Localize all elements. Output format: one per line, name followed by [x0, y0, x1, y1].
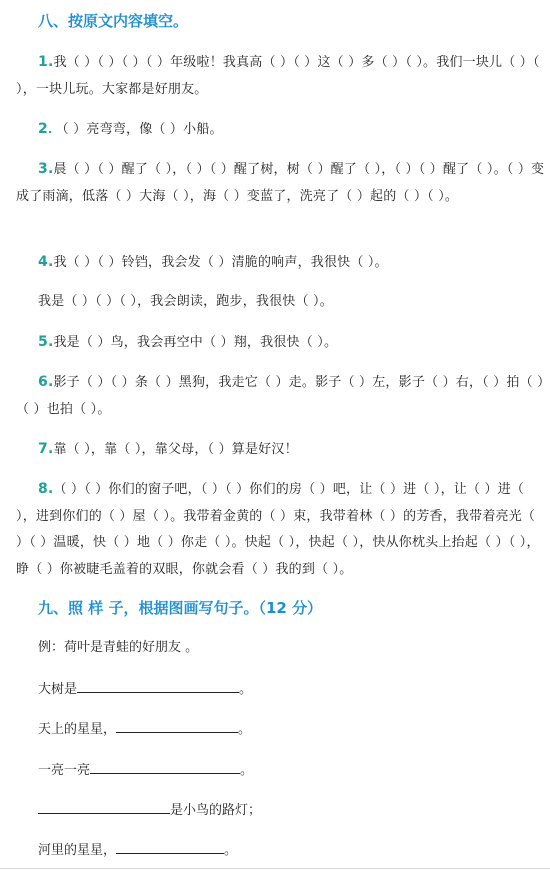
- item-number: 6.: [38, 374, 54, 390]
- sentence-suffix: 。: [238, 722, 252, 737]
- item-number: 1.: [38, 54, 54, 70]
- answer-blank[interactable]: [116, 840, 224, 854]
- item-number: 3.: [38, 161, 54, 177]
- item-number: 8.: [38, 481, 54, 497]
- sentence-suffix: 是小鸟的路灯；: [170, 803, 262, 818]
- sentence-line-2: [38, 719, 251, 740]
- sentence-suffix: 。: [239, 682, 253, 697]
- fill-item-1: [16, 49, 546, 103]
- item-number: 7.: [38, 441, 54, 457]
- item-text: 影子（ ）（ ）条（ ）黑狗，我走它（ ）走。影子（ ）左，影子（ ）右，（ ）拍（ ）（ ）也拍（ ）。: [16, 375, 544, 417]
- answer-blank[interactable]: [116, 719, 238, 733]
- item-text: （ ）（ ）你们的窗子吧，（ ）（ ）你们的房（ ）吧，让（ ）进（ ），让（ ）进（ ），进到你们的（ ）屋（ ）。我带着金黄的（ ）束，我带着林（ ）的芳香，我带着亮光（ ）（ ）温暖，快（ ）地（ ）你走（ ）。快起（ ），快起（ ），快从你枕头上抬起（ ）（ ），睁（ ）你被睫毛盖着的双眼，你就会看（ ）我的到（ ）。: [16, 482, 540, 577]
- item-text: 我（ ）（ ）（ ）（ ）年级啦！我真高（ ）（ ）这（ ）多（ ）（ ）。我们一块儿（ ）（ ），一块儿玩。大家都是好朋友。: [16, 55, 540, 97]
- sentence-line-4: [38, 800, 261, 821]
- fill-item-8: [16, 476, 546, 583]
- sentence-suffix: 。: [240, 763, 254, 778]
- sentence-line-1: [38, 679, 252, 700]
- fill-item-6: [16, 369, 546, 423]
- sentence-line-3: [38, 760, 253, 781]
- section-8-title: 八、按原文内容填空。: [38, 12, 189, 30]
- item-number: 5.: [38, 334, 54, 350]
- fill-item-5: [16, 329, 546, 357]
- item-text: 我（ ）（ ）铃铛，我会发（ ）清脆的响声，我很快（ ）。: [53, 255, 388, 270]
- answer-blank[interactable]: [38, 800, 170, 814]
- sentence-prefix: 大树是: [38, 682, 78, 697]
- item-number: 2．: [38, 121, 63, 137]
- item-text: 我是（ ）鸟，我会再空中（ ）翔，我很快（ ）。: [53, 335, 338, 350]
- fill-item-2: [16, 116, 546, 144]
- fill-item-4: [16, 249, 546, 277]
- answer-blank[interactable]: [90, 760, 240, 774]
- example-sentence: 例：荷叶是青蛙的好朋友 。: [38, 640, 199, 655]
- fill-item-4b: [16, 289, 546, 316]
- item-text: 靠（ ），靠（ ），靠父母，（ ）算是好汉！: [53, 442, 298, 457]
- section-9-title: 九、照 样 子，根据图画写句子。（12 分）: [38, 599, 323, 617]
- sentence-line-5: [38, 840, 237, 861]
- fill-item-7: [16, 436, 546, 464]
- fill-item-3: [16, 156, 546, 210]
- page-bottom-divider: [0, 868, 550, 869]
- item-text: 我是（ ）（ ）（ ），我会朗读，跑步，我很快（ ）。: [38, 294, 333, 309]
- answer-blank[interactable]: [77, 679, 239, 693]
- sentence-suffix: 。: [224, 843, 238, 858]
- sentence-prefix: 天上的星星，: [38, 722, 117, 737]
- item-text: 晨（ ）（ ）醒了（ ），（ ）（ ）醒了树，树（ ）醒了（ ），（ ）（ ）醒了（ ）。（ ）变成了雨滴，低落（ ）大海（ ），海（ ）变蓝了，洗亮了（ ）起的（ ）（ ）。: [16, 162, 545, 204]
- sentence-prefix: 一亮一亮: [38, 763, 91, 778]
- item-text: （ ）亮弯弯，像（ ）小船。: [62, 122, 223, 137]
- sentence-prefix: 河里的星星，: [38, 843, 117, 858]
- item-number: 4.: [38, 254, 54, 270]
